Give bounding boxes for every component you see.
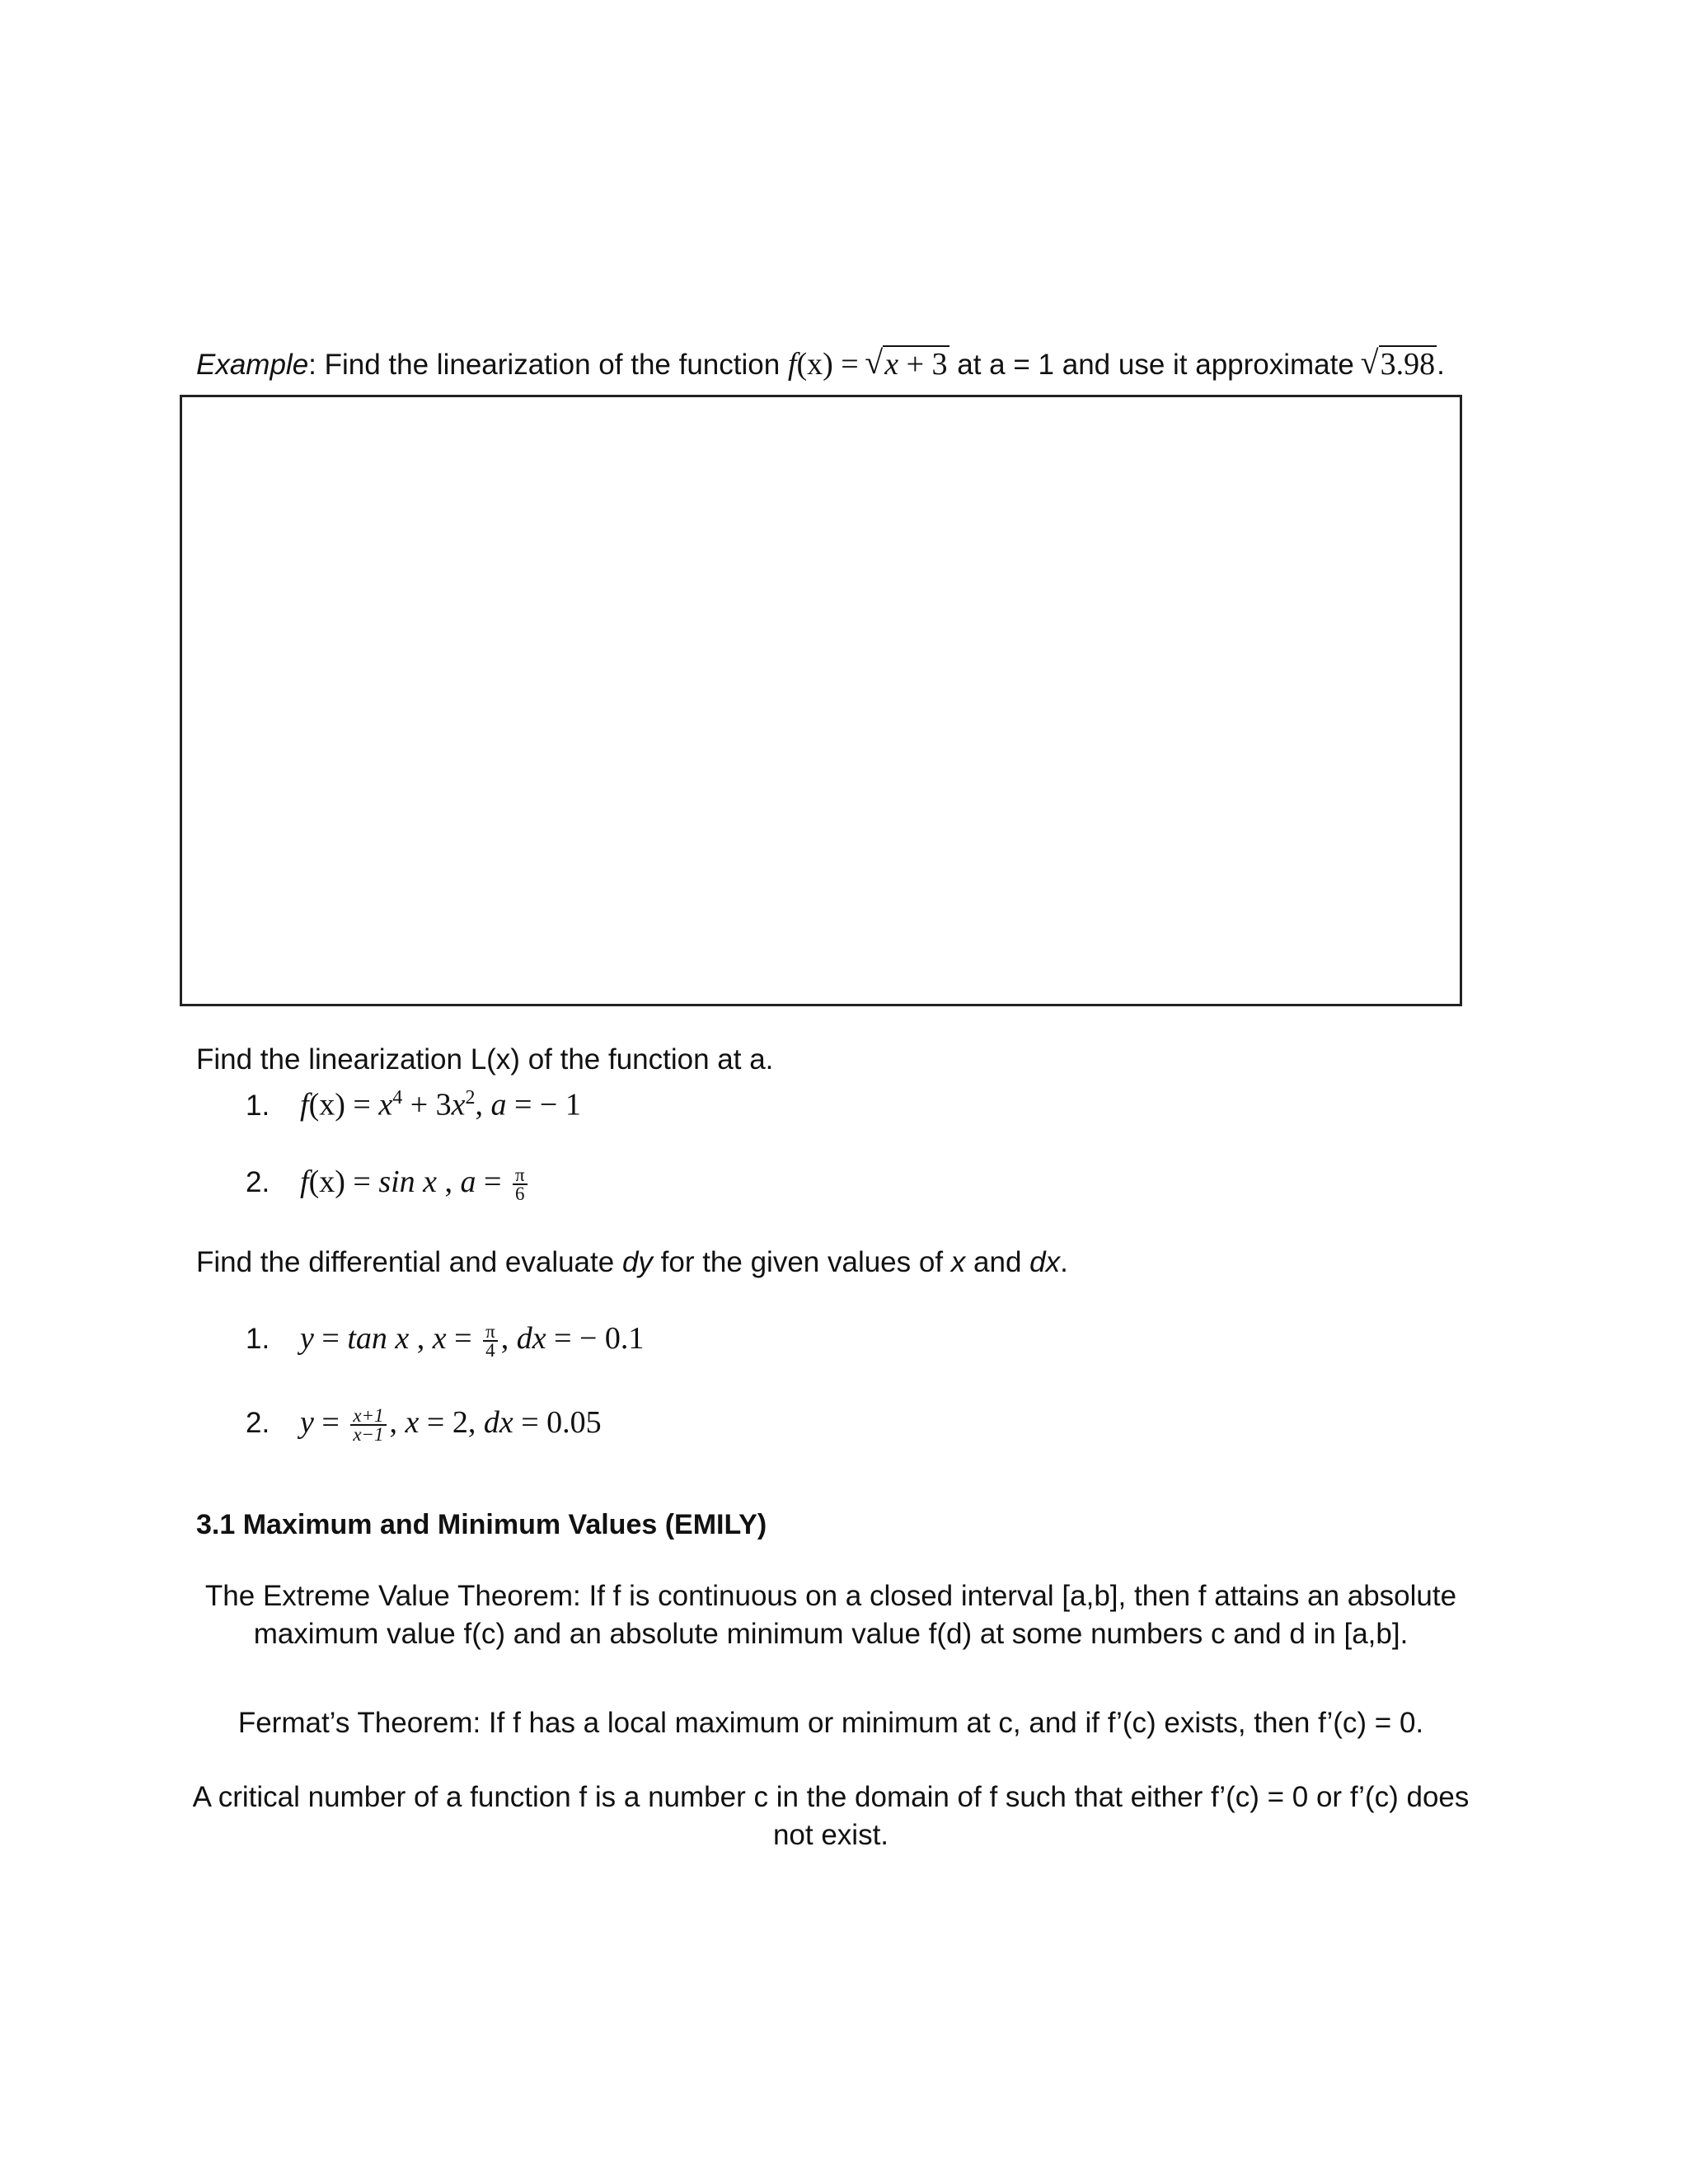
- differential-instruction: Find the differential and evaluate dy for the given values of x and dx.: [196, 1246, 1068, 1278]
- example-label: Example: [196, 349, 309, 381]
- critical-number-definition: A critical number of a function f is a number c in the domain of f such that either f’(c) = 0 or f’(c) does not exist.: [192, 1781, 1470, 1851]
- fraction: $\frac{\pi}{4}$: [483, 1323, 498, 1359]
- fraction: $\frac{x+1}{x-1}$: [350, 1407, 386, 1443]
- example-function: f(x) = √ x + 3: [788, 347, 950, 382]
- linearization-problem-2: 2. f(x) = sin x , a = $\frac{\pi}{6}$: [246, 1164, 531, 1202]
- differential-problem-1: 1. y = tan x , x = $\frac{\pi}{4}$ , dx = − 0.1: [246, 1321, 645, 1361]
- section-heading: 3.1 Maximum and Minimum Values (EMILY): [196, 1509, 767, 1540]
- example-text-a: : Find the linearization of the function: [308, 349, 788, 381]
- linearization-problem-1: 1. $f(x) = x^4 + 3x^2$, a = − 1: [246, 1087, 581, 1122]
- example-text-b: at a = 1 and use it approximate: [949, 349, 1362, 381]
- extreme-value-theorem: The Extreme Value Theorem: If f is continuous on a closed interval [a,b], then f attains an absolute maximum value f(c) and an absolute minimum value f(d) at some numbers c and d in [a,b].: [204, 1580, 1457, 1650]
- linearization-instruction: Find the linearization L(x) of the function at a.: [196, 1043, 774, 1076]
- example-approx: √ 3.98: [1362, 347, 1437, 382]
- fraction: $\frac{\pi}{6}$: [513, 1166, 528, 1202]
- example-line: Example: Find the linearization of the function f(x) = √ x + 3 at a = 1 and use it approximate √ 3.98.: [196, 346, 1445, 383]
- sqrt-symbol: √ x + 3: [866, 346, 949, 382]
- answer-box: [180, 395, 1462, 1006]
- fermat-theorem: Fermat’s Theorem: If f has a local maximum or minimum at c, and if f’(c) exists, then f’(c) = 0.: [237, 1707, 1424, 1739]
- differential-problem-2: 2. y = $\frac{x+1}{x-1}$ , x = 2, dx = 0.05: [246, 1405, 602, 1446]
